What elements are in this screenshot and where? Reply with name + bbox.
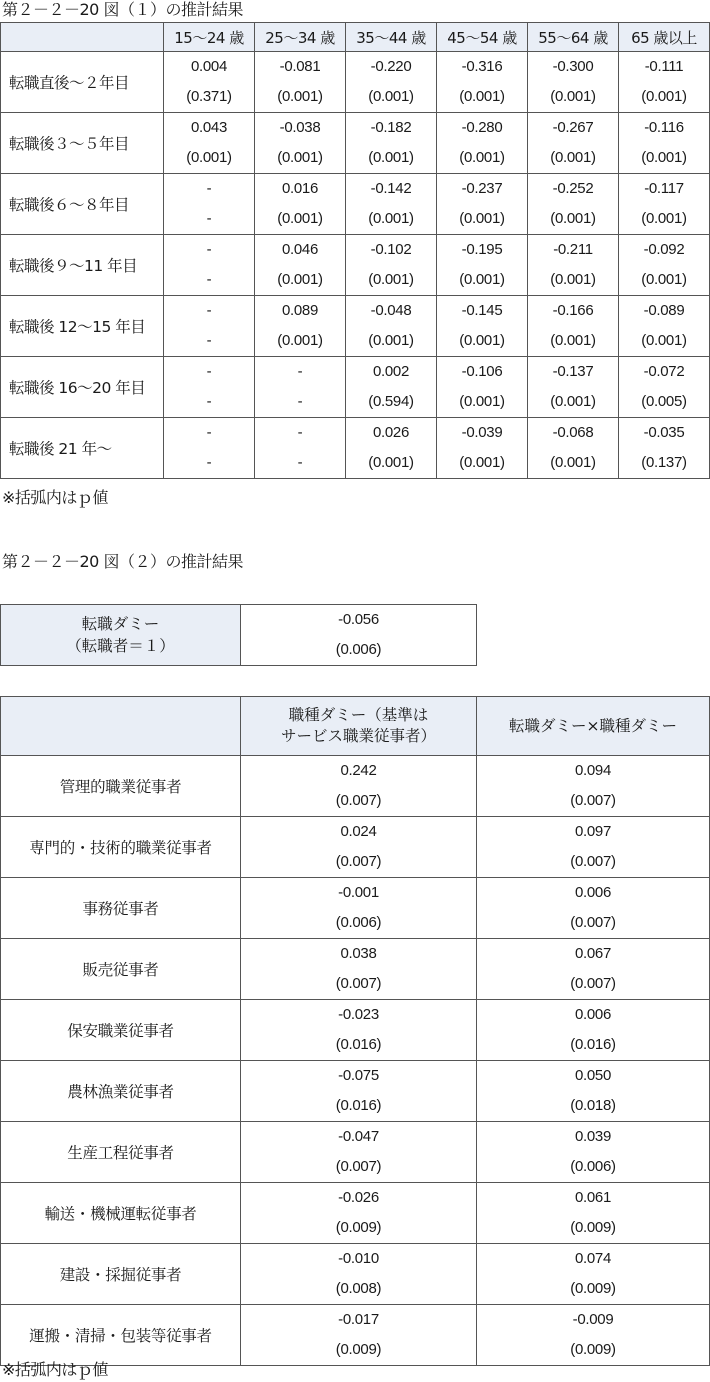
- value-cell: [477, 1000, 710, 1061]
- value-cell: [619, 113, 710, 174]
- value-cell: [528, 235, 619, 296]
- p-value: (0.001): [641, 332, 687, 349]
- header-age-45-54: 45～54 歳: [437, 23, 528, 52]
- value-cell: [255, 113, 346, 174]
- value-cell: [255, 357, 346, 418]
- value-cell: [477, 878, 710, 939]
- value-cell: [241, 756, 477, 817]
- value-cell: [346, 296, 437, 357]
- coefficient: -0.039: [461, 424, 503, 441]
- header-occupation-dummy: [241, 697, 477, 756]
- coefficient: -0.047: [338, 1128, 379, 1145]
- p-value: (0.001): [459, 88, 505, 105]
- value-cell: [619, 357, 710, 418]
- table-row: [1, 1244, 710, 1305]
- coefficient: 0.097: [574, 823, 612, 840]
- coefficient: -0.038: [279, 119, 321, 136]
- section2-title: 第２－２－20 図（２）の推計結果: [2, 552, 243, 571]
- p-value: (0.001): [550, 210, 596, 227]
- p-value: (0.018): [570, 1097, 616, 1114]
- coefficient: -0.182: [370, 119, 412, 136]
- p-value: (0.009): [335, 1219, 382, 1236]
- p-value: (0.001): [277, 88, 323, 105]
- header-corner: [1, 23, 164, 52]
- value-cell: [437, 52, 528, 113]
- value-cell: [619, 418, 710, 479]
- job-change-dummy-table: [0, 604, 477, 666]
- p-value: (0.001): [459, 454, 505, 471]
- value-cell: [346, 418, 437, 479]
- value-cell: [528, 113, 619, 174]
- p-value: (0.001): [641, 149, 687, 166]
- value-cell: [241, 1305, 477, 1366]
- p-value: (0.001): [459, 210, 505, 227]
- p-value: (0.001): [368, 149, 414, 166]
- value-cell: [477, 1244, 710, 1305]
- p-value: (0.007): [335, 853, 382, 870]
- coefficient: -: [297, 424, 303, 441]
- coefficient: -0.267: [552, 119, 594, 136]
- p-value: -: [206, 332, 212, 349]
- p-value: -: [297, 454, 303, 471]
- section1-title: 第２－２－20 図（１）の推計結果: [2, 0, 243, 19]
- p-value: (0.001): [550, 454, 596, 471]
- coefficient: -0.195: [461, 241, 503, 258]
- value-cell: [477, 1122, 710, 1183]
- coefficient: -0.237: [461, 180, 503, 197]
- table-row: [1, 113, 710, 174]
- row-label: 転職後６～８年目: [1, 174, 164, 235]
- row-label: 販売従事者: [1, 939, 241, 1000]
- coefficient: 0.094: [574, 762, 612, 779]
- p-value: (0.009): [570, 1219, 616, 1236]
- p-value: (0.005): [641, 393, 687, 410]
- table-row: [1, 1000, 710, 1061]
- row-label: 保安職業従事者: [1, 1000, 241, 1061]
- section1-note: ※括弧内はｐ値: [2, 488, 108, 507]
- header-interaction: 転職ダミー×職種ダミー: [477, 697, 710, 756]
- header-age-55-64: 55～64 歳: [528, 23, 619, 52]
- p-value: (0.016): [335, 1097, 382, 1114]
- table-row: [1, 1061, 710, 1122]
- table-header-row: [1, 23, 710, 52]
- table-row: [1, 174, 710, 235]
- p-value: -: [206, 271, 212, 288]
- coefficient: 0.024: [340, 823, 377, 840]
- p-value: (0.009): [570, 1280, 616, 1297]
- p-value: (0.001): [368, 332, 414, 349]
- value-cell: [437, 357, 528, 418]
- row-label: 転職後３～５年目: [1, 113, 164, 174]
- value-cell: [241, 939, 477, 1000]
- p-value: (0.006): [570, 1158, 616, 1175]
- value-cell: [346, 174, 437, 235]
- p-value: (0.001): [550, 88, 596, 105]
- coefficient: -0.035: [643, 424, 685, 441]
- value-cell: [477, 756, 710, 817]
- coefficient: 0.026: [372, 424, 410, 441]
- coefficient: -0.220: [370, 58, 412, 75]
- value-cell: [255, 52, 346, 113]
- value-cell: [164, 418, 255, 479]
- coefficient: -0.009: [572, 1311, 614, 1328]
- coefficient: -0.166: [552, 302, 594, 319]
- coefficient: 0.074: [574, 1250, 612, 1267]
- row-label: 農林漁業従事者: [1, 1061, 241, 1122]
- value-cell: [241, 1244, 477, 1305]
- p-value: (0.007): [335, 975, 382, 992]
- dummy-value-cell: [241, 605, 477, 666]
- coefficient: -0.010: [338, 1250, 379, 1267]
- row-label: 輸送・機械運転従事者: [1, 1183, 241, 1244]
- p-value: (0.001): [277, 149, 323, 166]
- value-cell: [619, 235, 710, 296]
- p-value: (0.001): [550, 393, 596, 410]
- coefficient: -: [206, 241, 212, 258]
- header-corner: [1, 697, 241, 756]
- occupation-estimation-table: [0, 696, 710, 1366]
- p-value: (0.001): [368, 210, 414, 227]
- coefficient: -: [206, 424, 212, 441]
- coefficient: -0.023: [338, 1006, 379, 1023]
- header-age-15-24: 15～24 歳: [164, 23, 255, 52]
- coefficient: -0.111: [644, 58, 684, 75]
- table-row: [1, 1122, 710, 1183]
- p-value: (0.009): [570, 1341, 616, 1358]
- coefficient: -0.316: [461, 58, 503, 75]
- value-cell: [346, 357, 437, 418]
- row-label: 転職後 21 年～: [1, 418, 164, 479]
- coefficient: -0.056: [338, 611, 379, 628]
- row-label: 転職後 12～15 年目: [1, 296, 164, 357]
- value-cell: [255, 296, 346, 357]
- coefficient: 0.067: [574, 945, 612, 962]
- p-value: -: [206, 393, 212, 410]
- p-value: -: [206, 454, 212, 471]
- value-cell: [528, 296, 619, 357]
- coefficient: -: [206, 180, 212, 197]
- p-value: (0.001): [459, 271, 505, 288]
- table-row: [1, 296, 710, 357]
- p-value: (0.371): [186, 88, 232, 105]
- p-value: (0.001): [277, 210, 323, 227]
- p-value: (0.001): [186, 149, 232, 166]
- p-value: (0.008): [335, 1280, 382, 1297]
- p-value: (0.001): [641, 88, 687, 105]
- p-value: (0.137): [641, 454, 687, 471]
- value-cell: [241, 1122, 477, 1183]
- value-cell: [255, 174, 346, 235]
- value-cell: [528, 418, 619, 479]
- table-row: [1, 605, 477, 666]
- coefficient: -0.117: [644, 180, 684, 197]
- table-row: [1, 52, 710, 113]
- table-row: [1, 756, 710, 817]
- p-value: (0.007): [335, 1158, 382, 1175]
- row-label: 生産工程従事者: [1, 1122, 241, 1183]
- p-value: (0.001): [368, 88, 414, 105]
- coefficient: -0.081: [279, 58, 321, 75]
- coefficient: -0.102: [370, 241, 412, 258]
- value-cell: [164, 357, 255, 418]
- p-value: (0.001): [459, 332, 505, 349]
- p-value: (0.007): [335, 792, 382, 809]
- coefficient: -0.252: [552, 180, 594, 197]
- coefficient: -0.068: [552, 424, 594, 441]
- dummy-label-line1: 転職ダミー: [81, 615, 160, 633]
- value-cell: [255, 418, 346, 479]
- coefficient: 0.004: [190, 58, 228, 75]
- value-cell: [477, 1183, 710, 1244]
- table-header-row: [1, 697, 710, 756]
- row-label: 転職後９～11 年目: [1, 235, 164, 296]
- coefficient: 0.006: [574, 884, 612, 901]
- coefficient: -0.089: [643, 302, 685, 319]
- coefficient: 0.089: [281, 302, 319, 319]
- p-value: -: [297, 393, 303, 410]
- coefficient: -0.106: [461, 363, 503, 380]
- coefficient: 0.016: [281, 180, 319, 197]
- value-cell: [477, 1061, 710, 1122]
- table-row: [1, 939, 710, 1000]
- p-value: (0.001): [368, 454, 414, 471]
- value-cell: [164, 235, 255, 296]
- section2-note: ※括弧内はｐ値: [2, 1360, 108, 1379]
- table-row: [1, 1305, 710, 1366]
- table-row: [1, 817, 710, 878]
- coefficient: 0.061: [574, 1189, 612, 1206]
- value-cell: [437, 418, 528, 479]
- value-cell: [437, 174, 528, 235]
- header-occupation-dummy-line2: サービス職業従事者）: [280, 727, 436, 745]
- header-occupation-dummy-line1: 職種ダミー（基準は: [288, 706, 429, 724]
- table-row: [1, 1183, 710, 1244]
- coefficient: 0.050: [574, 1067, 612, 1084]
- value-cell: [164, 113, 255, 174]
- coefficient: -0.137: [552, 363, 594, 380]
- coefficient: -0.026: [338, 1189, 379, 1206]
- coefficient: -: [297, 363, 303, 380]
- p-value: (0.001): [641, 210, 687, 227]
- coefficient: 0.039: [574, 1128, 612, 1145]
- value-cell: [619, 174, 710, 235]
- value-cell: [241, 1183, 477, 1244]
- coefficient: 0.043: [190, 119, 228, 136]
- value-cell: [437, 113, 528, 174]
- table-row: [1, 357, 710, 418]
- p-value: (0.007): [570, 853, 616, 870]
- p-value: (0.001): [550, 332, 596, 349]
- header-age-65-plus: 65 歳以上: [619, 23, 710, 52]
- coefficient: 0.046: [281, 241, 319, 258]
- value-cell: [477, 939, 710, 1000]
- p-value: (0.594): [368, 393, 414, 410]
- value-cell: [528, 174, 619, 235]
- value-cell: [241, 1000, 477, 1061]
- row-label: 事務従事者: [1, 878, 241, 939]
- value-cell: [346, 52, 437, 113]
- row-label: 専門的・技術的職業従事者: [1, 817, 241, 878]
- row-label: 転職直後～２年目: [1, 52, 164, 113]
- value-cell: [528, 52, 619, 113]
- value-cell: [346, 235, 437, 296]
- dummy-label: [1, 605, 241, 666]
- coefficient: 0.002: [372, 363, 410, 380]
- coefficient: -0.017: [338, 1311, 379, 1328]
- coefficient: -0.072: [643, 363, 685, 380]
- value-cell: [477, 1305, 710, 1366]
- coefficient: -0.280: [461, 119, 503, 136]
- coefficient: -0.300: [552, 58, 594, 75]
- table-row: [1, 235, 710, 296]
- coefficient: -0.116: [644, 119, 684, 136]
- table-row: [1, 418, 710, 479]
- p-value: -: [206, 210, 212, 227]
- p-value: (0.007): [570, 914, 616, 931]
- coefficient: -0.092: [643, 241, 685, 258]
- row-label: 運搬・清掃・包装等従事者: [1, 1305, 241, 1366]
- p-value: (0.001): [277, 271, 323, 288]
- row-label: 管理的職業従事者: [1, 756, 241, 817]
- p-value: (0.006): [335, 914, 382, 931]
- coefficient: -: [206, 302, 212, 319]
- p-value: (0.001): [550, 271, 596, 288]
- value-cell: [164, 174, 255, 235]
- value-cell: [619, 52, 710, 113]
- header-age-35-44: 35～44 歳: [346, 23, 437, 52]
- p-value: (0.001): [459, 149, 505, 166]
- p-value: (0.016): [335, 1036, 382, 1053]
- coefficient: -: [206, 363, 212, 380]
- p-value: (0.001): [368, 271, 414, 288]
- table-row: [1, 878, 710, 939]
- coefficient: -0.142: [370, 180, 412, 197]
- value-cell: [437, 296, 528, 357]
- p-value: (0.001): [277, 332, 323, 349]
- p-value: (0.007): [570, 792, 616, 809]
- value-cell: [619, 296, 710, 357]
- value-cell: [255, 235, 346, 296]
- coefficient: -0.075: [338, 1067, 379, 1084]
- value-cell: [164, 52, 255, 113]
- p-value: (0.016): [570, 1036, 616, 1053]
- p-value: (0.009): [335, 1341, 382, 1358]
- row-label: 転職後 16～20 年目: [1, 357, 164, 418]
- header-age-25-34: 25～34 歳: [255, 23, 346, 52]
- p-value: (0.001): [459, 393, 505, 410]
- coefficient: -0.145: [461, 302, 503, 319]
- coefficient: -0.001: [338, 884, 379, 901]
- p-value: (0.006): [335, 641, 382, 658]
- value-cell: [528, 357, 619, 418]
- p-value: (0.001): [550, 149, 596, 166]
- dummy-label-line2: （転職者＝１）: [66, 637, 175, 655]
- value-cell: [164, 296, 255, 357]
- coefficient: -0.048: [370, 302, 412, 319]
- value-cell: [477, 817, 710, 878]
- p-value: (0.007): [570, 975, 616, 992]
- coefficient: 0.242: [340, 762, 377, 779]
- value-cell: [241, 1061, 477, 1122]
- age-estimation-table: [0, 22, 710, 479]
- coefficient: -0.211: [553, 241, 593, 258]
- value-cell: [437, 235, 528, 296]
- coefficient: 0.006: [574, 1006, 612, 1023]
- row-label: 建設・採掘従事者: [1, 1244, 241, 1305]
- coefficient: 0.038: [340, 945, 377, 962]
- value-cell: [346, 113, 437, 174]
- p-value: (0.001): [641, 271, 687, 288]
- value-cell: [241, 817, 477, 878]
- value-cell: [241, 878, 477, 939]
